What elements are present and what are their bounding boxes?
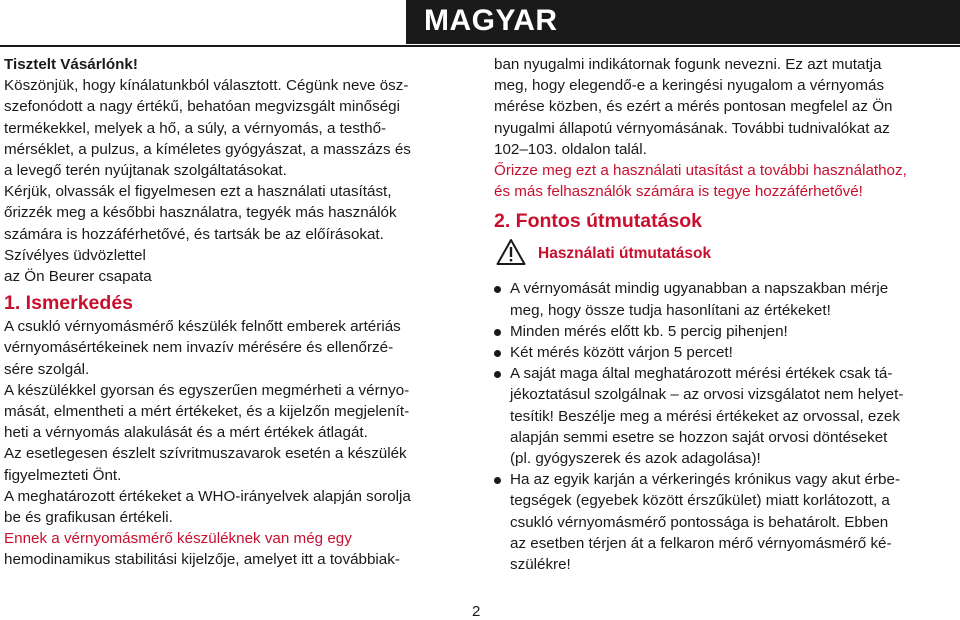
- language-header-bar: [406, 0, 960, 44]
- continued-line: ban nyugalmi indikátornak fogunk nevezni. Ez azt mutatja: [494, 56, 882, 73]
- instruction-line: az esetben térjen át a felkaron mérő vérnyomásmérő ké-: [510, 534, 892, 552]
- right-column: [494, 54, 956, 575]
- section-1-line: A készülékkel gyorsan és egyszerűen megmérheti a vérnyo-: [4, 381, 410, 399]
- instruction-list: [494, 278, 956, 575]
- intro-line: szefonódott a nagy értékű, behatóan megvizsgált minőségi: [4, 98, 400, 116]
- intro-line: a levegő terén nyújtanak szolgáltatásokat.: [4, 162, 287, 180]
- section-1-body: [4, 316, 474, 570]
- request-line: őrizzék meg a későbbi használatra, tegyék más használók: [4, 204, 397, 222]
- request-line: Kérjük, olvassák el figyelmesen ezt a használati utasítást,: [4, 183, 392, 201]
- warning-triangle-icon: [496, 238, 526, 266]
- request-line: Szívélyes üdvözlettel: [4, 246, 146, 264]
- instruction-line: tesítik! Beszélje meg a mérési értékeket az orvossal, ezek: [510, 407, 900, 425]
- instruction-line: Minden mérés előtt kb. 5 percig pihenjen!: [510, 322, 788, 340]
- request-line: számára is hozzáférhetővé, és tartsák be az előírásokat.: [4, 225, 384, 243]
- keep-manual-line: Őrizze meg ezt a használati utasítást a további használathoz,: [494, 162, 907, 180]
- continued-line: mérése közben, és ezért a mérés pontosan megfelel az Ön: [494, 98, 893, 116]
- section-1-title: 1. Ismerkedés: [4, 292, 134, 315]
- section-2-title: 2. Fontos útmutatások: [494, 210, 703, 233]
- bullet-icon: [494, 477, 501, 484]
- instruction-line: tegségek (egyebek között érszűkület) miatt korlátozott, a: [510, 492, 890, 510]
- keep-manual-line: és más felhasználók számára is tegye hozzáférhetővé!: [494, 183, 863, 201]
- intro-line: termékekkel, melyek a hő, a súly, a vérnyomás, a testhő-: [4, 119, 387, 137]
- continued-paragraph: [494, 54, 956, 202]
- instruction-item: [494, 363, 956, 469]
- section-1-highlight-line: Ennek a vérnyomásmérő készüléknek van még egy: [4, 530, 352, 548]
- intro-paragraph: [4, 75, 474, 181]
- continued-line: meg, hogy elegendő-e a keringési nyugalom a vérnyomás: [494, 77, 885, 95]
- section-1-line: sére szolgál.: [4, 360, 90, 378]
- section-1-line: A meghatározott értékeket a WHO-irányelvek alapján sorolja: [4, 487, 411, 505]
- instruction-line: jékoztatásul szolgálnak – az orvosi vizsgálatot nem helyet-: [510, 386, 904, 404]
- continued-line: 102–103. oldalon talál.: [494, 140, 647, 158]
- bullet-icon: [494, 286, 501, 293]
- instruction-item: [494, 278, 956, 320]
- usage-instructions-heading: [494, 238, 956, 268]
- bullet-icon: [494, 371, 501, 378]
- bullet-icon: [494, 350, 501, 357]
- request-paragraph: [4, 181, 474, 287]
- instruction-line: csukló vérnyomásmérő pontossága is behatárolt. Ebben: [510, 513, 889, 531]
- instruction-line: szülékre!: [510, 556, 571, 574]
- section-1-line: Az esetlegesen észlelt szívritmuszavarok esetén a készülék: [4, 445, 407, 463]
- instruction-item: [494, 469, 956, 575]
- section-1-line: heti a vérnyomás alakulását és a mért értékek átlagát.: [4, 424, 368, 442]
- instruction-line: A saját maga által meghatározott mérési értékek csak tá-: [510, 365, 893, 383]
- instruction-line: alapján semmi esetre se hozzon saját orvosi döntéseket: [510, 428, 888, 446]
- bullet-icon: [494, 329, 501, 336]
- section-1-line: vérnyomásértékeinek nem invazív mérésére és ellenőrzé-: [4, 339, 394, 357]
- section-1-line: A csukló vérnyomásmérő készülék felnőtt emberek artériás: [4, 318, 401, 336]
- instruction-line: A vérnyomását mindig ugyanabban a napszakban mérje: [510, 280, 889, 298]
- instruction-line: Ha az egyik karján a vérkeringés krónikus vagy akut érbe-: [510, 471, 900, 489]
- page-number: 2: [472, 603, 481, 620]
- instruction-line: Két mérés között várjon 5 percet!: [510, 344, 733, 362]
- instruction-item: [494, 342, 956, 363]
- instruction-line: meg, hogy össze tudja hasonlítani az értékeket!: [510, 301, 831, 319]
- section-1-line: mását, elmentheti a mért értékeket, és a kijelzőn megjelenít-: [4, 403, 410, 421]
- request-line: az Ön Beurer csapata: [4, 268, 152, 286]
- language-title: MAGYAR: [424, 4, 558, 37]
- section-1-line: be és grafikusan értékeli.: [4, 509, 173, 527]
- section-1-line: hemodinamikus stabilitási kijelzője, amelyet itt a továbbiak-: [4, 551, 400, 569]
- usage-instructions-label: Használati útmutatások: [538, 245, 712, 263]
- left-column: [4, 54, 474, 571]
- intro-line: Köszönjük, hogy kínálatunkból választott. Cégünk neve ösz-: [4, 77, 409, 95]
- instruction-line: (pl. gyógyszerek és azok adagolása)!: [510, 450, 761, 468]
- instruction-item: [494, 321, 956, 342]
- intro-line: mérséklet, a pulzus, a kíméletes gyógyászat, a masszázs és: [4, 140, 411, 158]
- section-1-line: figyelmezteti Önt.: [4, 466, 122, 484]
- greeting: Tisztelt Vásárlónk!: [4, 56, 138, 73]
- header-rule: [0, 45, 960, 47]
- continued-line: nyugalmi állapotú vérnyomásának. További tudnivalókat az: [494, 119, 890, 137]
